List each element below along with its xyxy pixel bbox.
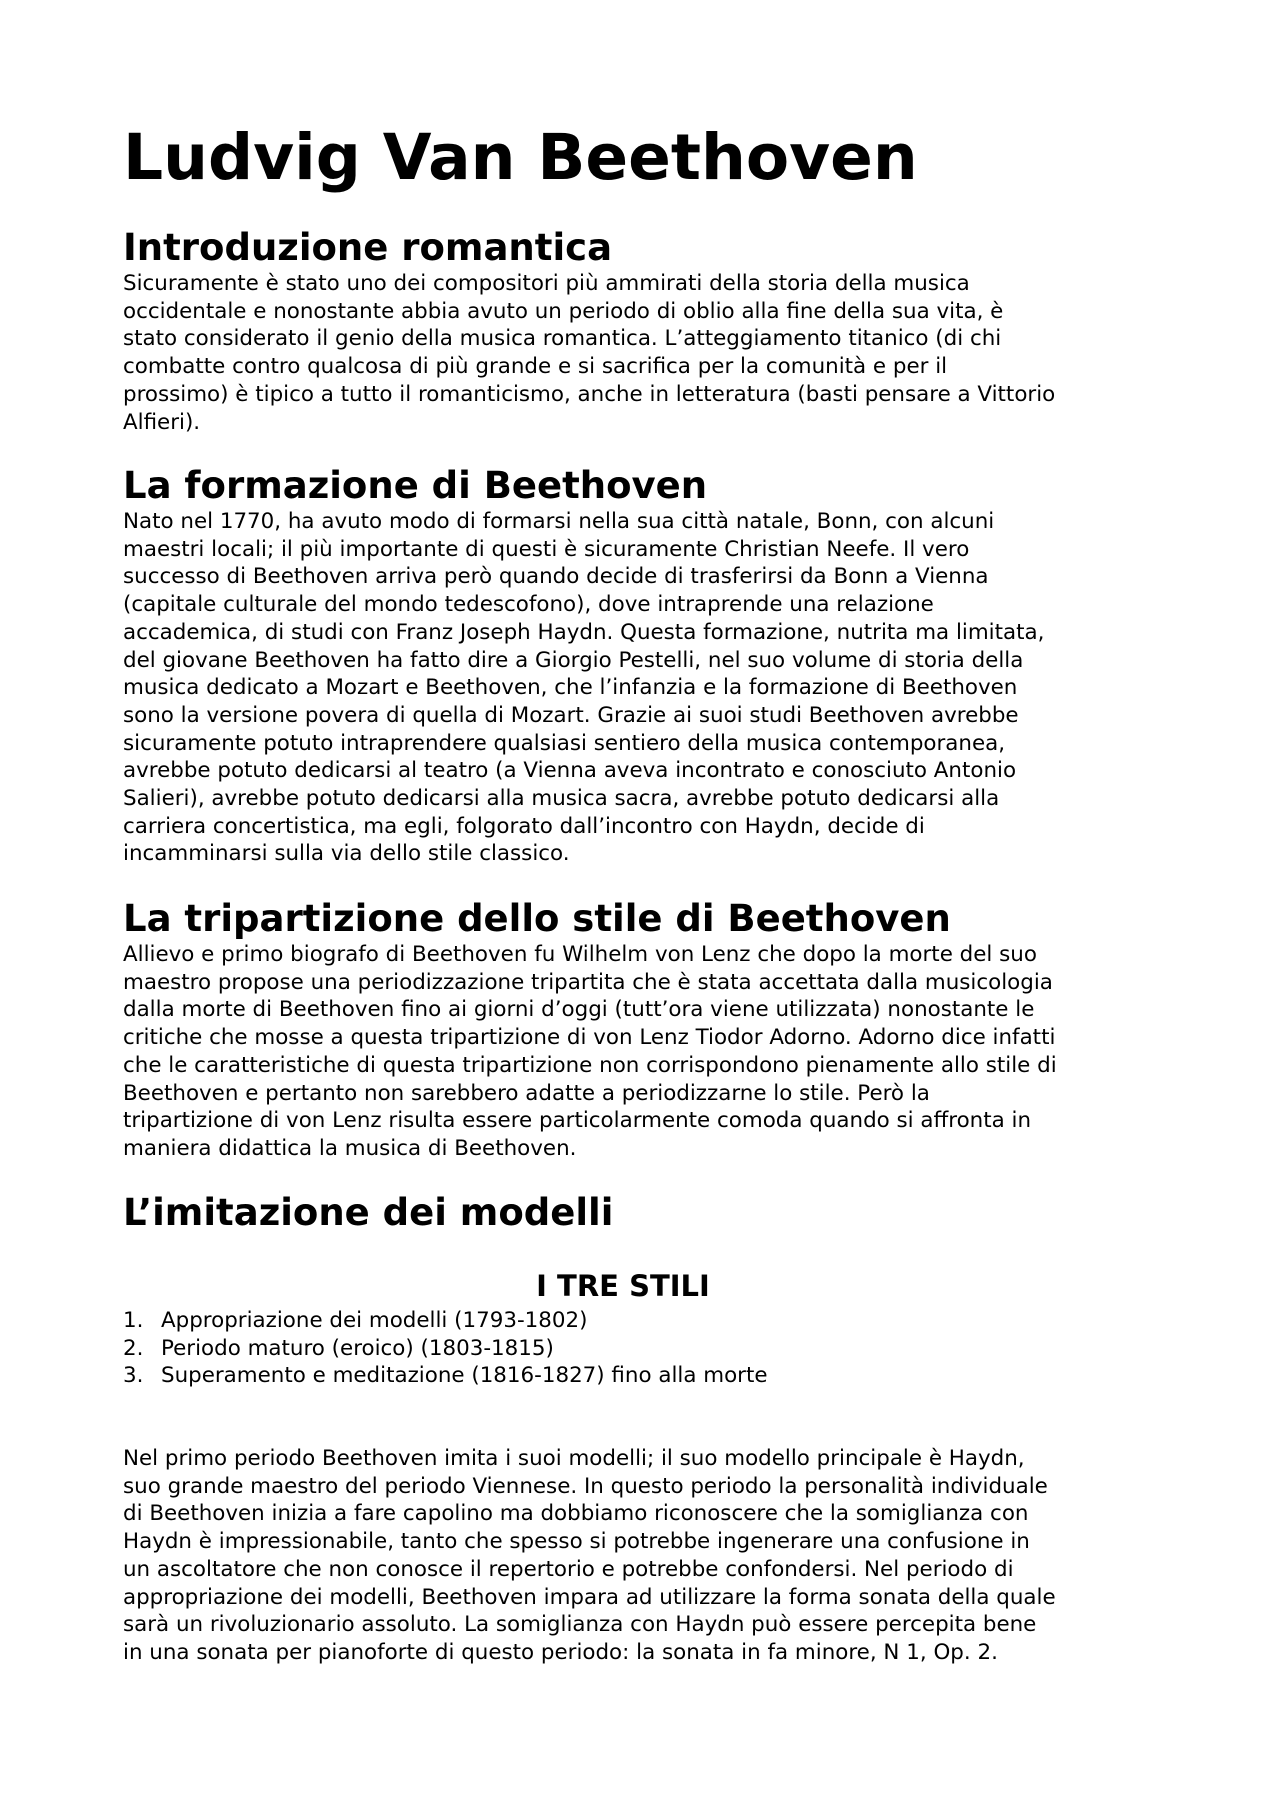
section-heading-tripartizione: La tripartizione dello stile di Beethoven <box>123 897 951 940</box>
section-body-introduzione: Sicuramente è stato uno dei compositori più ammirati della storia della musica occidentale e nonostante abbia avuto un periodo di oblio alla fine della sua vita, è stato considerato il genio della musica romantica. L’atteggiamento titanico (di chi combatte contro qualcosa di più grande e si sacrifica per la comunità e per il prossimo) è tipico a tutto il romanticismo, anche in letteratura (basti pensare a Vittorio Alfieri). <box>123 271 1056 435</box>
list-item-number: 2. <box>123 1335 144 1361</box>
list-item-text: Periodo maturo (eroico) (1803-1815) <box>161 1335 554 1361</box>
list-item <box>123 1307 768 1335</box>
list-item <box>123 1335 768 1363</box>
list-item <box>123 1362 768 1390</box>
section-body-formazione: Nato nel 1770, ha avuto modo di formarsi nella sua città natale, Bonn, con alcuni maestri locali; il più importante di questi è sicuramente Christian Neefe. Il vero successo di Beethoven arriva però quando decide di trasferirsi da Bonn a Vienna (capitale culturale del mondo tedescofono), dove intraprende una relazione accademica, di studi con Franz Joseph Haydn. Questa formazione, nutrita ma limitata, del giovane Beethoven ha fatto dire a Giorgio Pestelli, nel suo volume di storia della musica dedicato a Mozart e Beethoven, che l’infanzia e la formazione di Beethoven sono la versione povera di quella di Mozart. Grazie ai suoi studi Beethoven avrebbe sicuramente potuto intraprendere qualsiasi sentiero della musica contemporanea, avrebbe potuto dedicarsi al teatro (a Vienna aveva incontrato e conosciuto Antonio Salieri), avrebbe potuto dedicarsi alla musica sacra, avrebbe potuto dedicarsi alla carriera concertistica, ma egli, folgorato dall’incontro con Haydn, decide di incamminarsi sulla via dello stile classico. <box>123 509 1045 867</box>
list-item-text: Superamento e meditazione (1816-1827) fino alla morte <box>161 1363 768 1389</box>
list-item-text: Appropriazione dei modelli (1793-1802) <box>161 1308 588 1333</box>
section-heading-imitazione: L’imitazione dei modelli <box>123 1191 614 1234</box>
section-body-imitazione: Nel primo periodo Beethoven imita i suoi modelli; il suo modello principale è Haydn, suo grande maestro del periodo Viennese. In questo periodo la personalità individuale di Beethoven inizia a fare capolino ma dobbiamo riconoscere che la somiglianza con Haydn è impressionabile, tanto che spesso si potrebbe ingenerare una confusione in un ascoltatore che non conosce il repertorio e potrebbe confondersi. Nel periodo di appropriazione dei modelli, Beethoven impara ad utilizzare la forma sonata della quale sarà un rivoluzionario assoluto. La somiglianza con Haydn può essere percepita bene in una sonata per pianoforte di questo periodo: la sonata in fa minore, N 1, Op. 2. <box>123 1446 1056 1665</box>
section-heading-formazione: La formazione di Beethoven <box>123 464 708 507</box>
document-title: Ludvig Van Beethoven <box>123 121 918 194</box>
list-item-number: 1. <box>123 1308 144 1333</box>
section-body-tripartizione: Allievo e primo biografo di Beethoven fu Wilhelm von Lenz che dopo la morte del suo maestro propose una periodizzazione tripartita che è stata accettata dalla musicologia dalla morte di Beethoven fino ai giorni d’oggi (tutt’ora viene utilizzata) nonostante le critiche che mosse a questa tripartizione di von Lenz Tiodor Adorno. Adorno dice infatti che le caratteristiche di questa tripartizione non corrispondono pienamente allo stile di Beethoven e pertanto non sarebbero adatte a periodizzarne lo stile. Però la tripartizione di von Lenz risulta essere particolarmente comoda quando si affronta in maniera didattica la musica di Beethoven. <box>123 942 1057 1161</box>
list-item-number: 3. <box>123 1363 144 1389</box>
styles-subheading: I TRE STILI <box>536 1269 710 1303</box>
styles-list <box>123 1307 768 1390</box>
section-heading-introduzione: Introduzione romantica <box>123 226 613 269</box>
